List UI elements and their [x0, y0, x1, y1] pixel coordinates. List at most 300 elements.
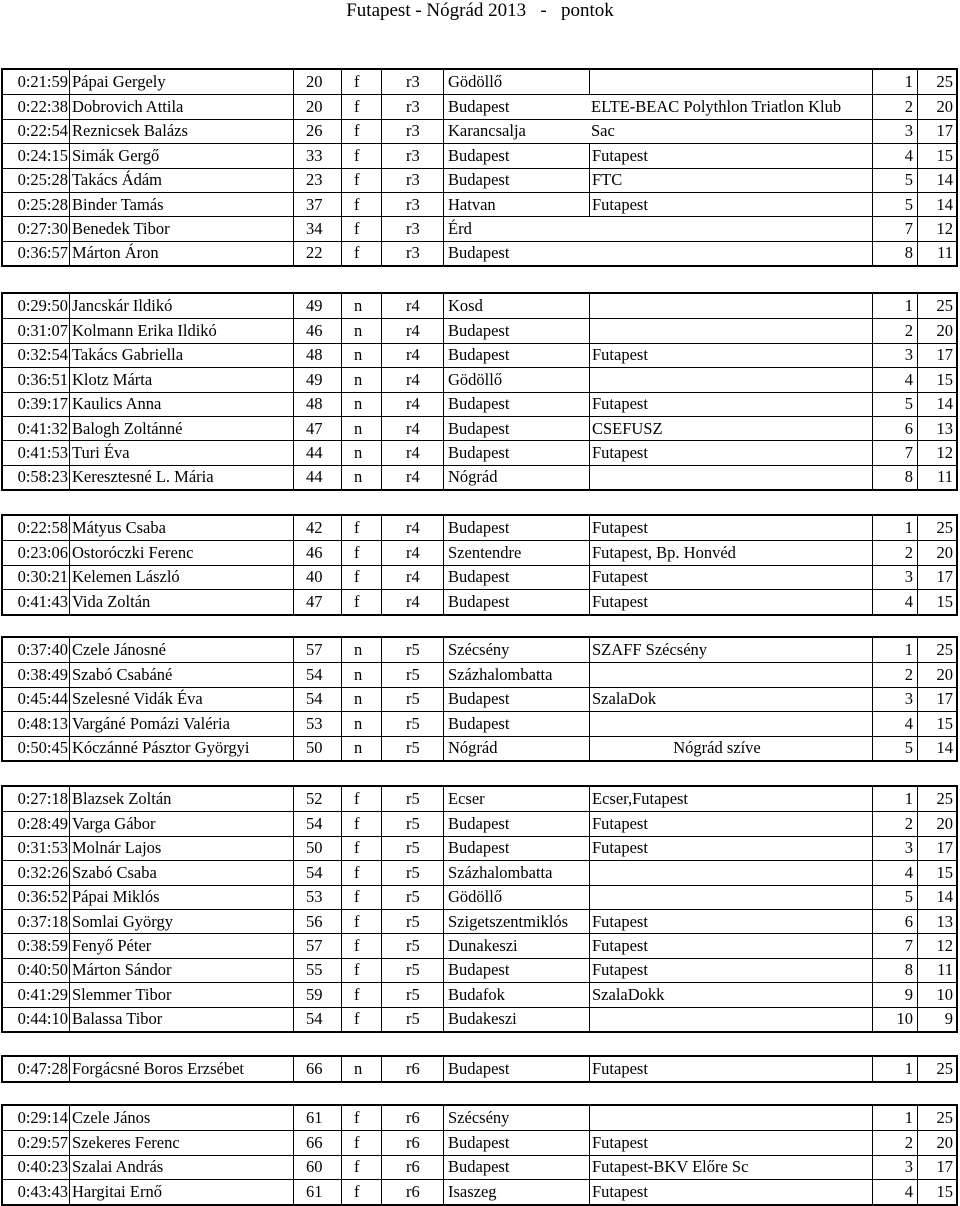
table-row — [3, 143, 956, 167]
city-cell: Budapest — [443, 169, 589, 192]
city-cell: Hatvan — [443, 193, 589, 216]
points-cell: 13 — [917, 417, 959, 440]
runner-name-cell: Szelesné Vidák Éva — [69, 688, 293, 711]
age-cell: 44 — [293, 466, 341, 489]
result-group — [1, 1104, 958, 1206]
table-row — [3, 836, 956, 860]
category-cell: r4 — [381, 393, 443, 416]
category-cell: r4 — [381, 319, 443, 342]
runner-name-cell: Márton Áron — [69, 242, 293, 265]
club-cell: Nógrád szíve — [589, 737, 872, 760]
club-cell: Sac — [591, 121, 615, 141]
result-group — [1, 514, 958, 616]
finish-time-cell: 0:24:15 — [17, 145, 68, 165]
table-row — [3, 1007, 956, 1031]
club-cell — [589, 217, 872, 240]
sex-cell: n — [341, 368, 381, 391]
age-cell: 46 — [293, 319, 341, 342]
sex-cell: f — [341, 1008, 381, 1031]
club-cell: Futapest — [589, 566, 872, 589]
points-cell: 11 — [917, 466, 959, 489]
city-cell: Budapest — [443, 959, 589, 982]
place-cell: 1 — [872, 516, 917, 540]
result-group — [1, 785, 958, 1033]
sex-cell: f — [341, 886, 381, 909]
table-row — [3, 589, 956, 613]
age-cell: 42 — [293, 516, 341, 540]
sex-cell: f — [341, 934, 381, 957]
category-cell: r3 — [381, 120, 443, 143]
finish-time-cell: 0:36:57 — [17, 243, 68, 263]
place-cell: 6 — [872, 910, 917, 933]
runner-name-cell: Turi Éva — [69, 441, 293, 464]
points-cell: 12 — [917, 441, 959, 464]
finish-time-cell: 0:27:30 — [17, 219, 68, 239]
club-cell: Ecser,Futapest — [589, 787, 872, 811]
sex-cell: f — [341, 70, 381, 94]
sex-cell: n — [341, 638, 381, 662]
age-cell: 23 — [293, 169, 341, 192]
city-cell: Szentendre — [443, 541, 589, 564]
category-cell: r5 — [381, 737, 443, 760]
finish-time-cell: 0:38:49 — [17, 665, 68, 685]
sex-cell: n — [341, 737, 381, 760]
sex-cell: n — [341, 344, 381, 367]
finish-time-cell: 0:36:52 — [17, 887, 68, 907]
age-cell: 54 — [293, 688, 341, 711]
table-row — [3, 343, 956, 367]
finish-time-cell: 0:29:57 — [17, 1133, 68, 1153]
finish-time-cell: 0:37:40 — [17, 640, 68, 660]
city-cell: Érd — [443, 217, 589, 240]
category-cell: r3 — [381, 70, 443, 94]
city-cell: Budapest — [443, 1131, 589, 1154]
place-cell: 1 — [872, 1057, 917, 1081]
points-cell: 14 — [917, 193, 959, 216]
points-cell: 25 — [917, 1106, 959, 1130]
place-cell: 8 — [872, 242, 917, 265]
points-cell: 17 — [917, 566, 959, 589]
place-cell: 10 — [872, 1008, 917, 1031]
sex-cell: f — [341, 1106, 381, 1130]
place-cell: 4 — [872, 861, 917, 884]
points-cell: 14 — [917, 737, 959, 760]
club-cell — [589, 466, 872, 489]
sex-cell: f — [341, 1131, 381, 1154]
runner-name-cell: Slemmer Tibor — [69, 983, 293, 1006]
finish-time-cell: 0:29:14 — [17, 1108, 68, 1128]
place-cell: 5 — [872, 737, 917, 760]
finish-time-cell: 0:28:49 — [17, 814, 68, 834]
table-row — [3, 1057, 956, 1081]
city-cell: Budapest — [443, 344, 589, 367]
sex-cell: n — [341, 466, 381, 489]
points-cell: 11 — [917, 959, 959, 982]
table-row — [3, 465, 956, 489]
city-cell: Budapest — [443, 242, 589, 265]
table-row — [3, 711, 956, 735]
sex-cell: n — [341, 712, 381, 735]
finish-time-cell: 0:31:07 — [17, 321, 68, 341]
club-cell: Futapest — [589, 812, 872, 835]
category-cell: r5 — [381, 663, 443, 686]
points-cell: 17 — [917, 1156, 959, 1179]
sex-cell: f — [341, 193, 381, 216]
place-cell: 3 — [872, 120, 917, 143]
age-cell: 49 — [293, 294, 341, 318]
category-cell: r5 — [381, 787, 443, 811]
table-row — [3, 540, 956, 564]
city-cell: Budafok — [443, 983, 589, 1006]
category-cell: r6 — [381, 1156, 443, 1179]
table-row — [3, 565, 956, 589]
city-cell: Budapest — [443, 393, 589, 416]
finish-time-cell: 0:30:21 — [17, 567, 68, 587]
table-row — [3, 70, 956, 94]
city-cell: Budapest — [443, 1057, 589, 1081]
points-cell: 9 — [917, 1008, 959, 1031]
points-cell: 25 — [917, 294, 959, 318]
runner-name-cell: Balassa Tibor — [69, 1008, 293, 1031]
age-cell: 66 — [293, 1057, 341, 1081]
sex-cell: n — [341, 688, 381, 711]
city-cell: Szigetszentmiklós — [443, 910, 589, 933]
place-cell: 2 — [872, 319, 917, 342]
finish-time-cell: 0:31:53 — [17, 838, 68, 858]
sex-cell: n — [341, 441, 381, 464]
place-cell: 3 — [872, 837, 917, 860]
points-cell: 17 — [917, 837, 959, 860]
category-cell: r6 — [381, 1180, 443, 1203]
finish-time-cell: 0:43:43 — [17, 1181, 68, 1201]
result-group — [1, 292, 958, 491]
category-cell: r5 — [381, 983, 443, 1006]
table-row — [3, 687, 956, 711]
age-cell: 54 — [293, 861, 341, 884]
age-cell: 34 — [293, 217, 341, 240]
category-cell: r3 — [381, 169, 443, 192]
finish-time-cell: 0:40:50 — [17, 960, 68, 980]
place-cell: 2 — [872, 1131, 917, 1154]
city-cell: Karancsalja — [443, 120, 589, 143]
table-row — [3, 168, 956, 192]
club-cell: FTC — [589, 169, 872, 192]
finish-time-cell: 0:47:28 — [17, 1059, 68, 1079]
points-cell: 14 — [917, 169, 959, 192]
table-row — [3, 662, 956, 686]
finish-time-cell: 0:36:51 — [17, 369, 68, 389]
place-cell: 5 — [872, 193, 917, 216]
place-cell: 3 — [872, 344, 917, 367]
finish-time-cell: 0:50:45 — [17, 738, 68, 758]
sex-cell: f — [341, 95, 381, 118]
place-cell: 2 — [872, 663, 917, 686]
place-cell: 4 — [872, 712, 917, 735]
place-cell: 5 — [872, 393, 917, 416]
table-row — [3, 958, 956, 982]
table-row — [3, 811, 956, 835]
age-cell: 57 — [293, 638, 341, 662]
sex-cell: f — [341, 787, 381, 811]
points-cell: 20 — [917, 319, 959, 342]
club-cell: Futapest — [589, 1131, 872, 1154]
table-row — [3, 909, 956, 933]
category-cell: r4 — [381, 466, 443, 489]
runner-name-cell: Balogh Zoltánné — [69, 417, 293, 440]
club-cell: SzalaDok — [589, 688, 872, 711]
place-cell: 1 — [872, 70, 917, 94]
runner-name-cell: Vida Zoltán — [69, 590, 293, 613]
table-row — [3, 416, 956, 440]
runner-name-cell: Binder Tamás — [69, 193, 293, 216]
table-row — [3, 933, 956, 957]
category-cell: r5 — [381, 688, 443, 711]
category-cell: r5 — [381, 959, 443, 982]
sex-cell: n — [341, 294, 381, 318]
finish-time-cell: 0:37:18 — [17, 911, 68, 931]
city-cell: Budapest — [443, 590, 589, 613]
points-cell: 14 — [917, 393, 959, 416]
points-cell: 10 — [917, 983, 959, 1006]
sex-cell: f — [341, 120, 381, 143]
sex-cell: n — [341, 319, 381, 342]
runner-name-cell: Varga Gábor — [69, 812, 293, 835]
city-cell: Százhalombatta — [443, 663, 589, 686]
age-cell: 54 — [293, 812, 341, 835]
points-cell: 20 — [917, 1131, 959, 1154]
finish-time-cell: 0:32:54 — [17, 345, 68, 365]
age-cell: 54 — [293, 1008, 341, 1031]
age-cell: 46 — [293, 541, 341, 564]
age-cell: 57 — [293, 934, 341, 957]
points-cell: 25 — [917, 638, 959, 662]
table-row — [3, 736, 956, 760]
sex-cell: n — [341, 417, 381, 440]
place-cell: 2 — [872, 95, 917, 118]
runner-name-cell: Szalai András — [69, 1156, 293, 1179]
place-cell: 3 — [872, 1156, 917, 1179]
points-cell: 14 — [917, 886, 959, 909]
place-cell: 7 — [872, 217, 917, 240]
place-cell: 9 — [872, 983, 917, 1006]
city-cell: Budapest — [443, 812, 589, 835]
runner-name-cell: Czele Jánosné — [69, 638, 293, 662]
age-cell: 49 — [293, 368, 341, 391]
runner-name-cell: Blazsek Zoltán — [69, 787, 293, 811]
points-cell: 25 — [917, 1057, 959, 1081]
club-cell — [589, 294, 872, 318]
age-cell: 52 — [293, 787, 341, 811]
table-row — [3, 367, 956, 391]
table-row — [3, 192, 956, 216]
age-cell: 60 — [293, 1156, 341, 1179]
finish-time-cell: 0:25:28 — [17, 194, 68, 214]
club-cell: Futapest, Bp. Honvéd — [589, 541, 872, 564]
club-cell — [589, 1106, 872, 1130]
club-cell: Futapest — [589, 144, 872, 167]
runner-name-cell: Keresztesné L. Mária — [69, 466, 293, 489]
finish-time-cell: 0:41:32 — [17, 418, 68, 438]
age-cell: 56 — [293, 910, 341, 933]
city-cell: Budapest — [443, 144, 589, 167]
club-cell — [589, 368, 872, 391]
runner-name-cell: Jancskár Ildikó — [69, 294, 293, 318]
age-cell: 54 — [293, 663, 341, 686]
finish-time-cell: 0:48:13 — [17, 713, 68, 733]
table-row — [3, 1155, 956, 1179]
points-cell: 15 — [917, 368, 959, 391]
city-cell: Budapest — [443, 712, 589, 735]
age-cell: 47 — [293, 590, 341, 613]
club-cell: Futapest — [589, 934, 872, 957]
finish-time-cell: 0:44:10 — [17, 1009, 68, 1029]
category-cell: r6 — [381, 1106, 443, 1130]
runner-name-cell: Reznicsek Balázs — [69, 120, 293, 143]
club-cell: Futapest — [589, 344, 872, 367]
runner-name-cell: Szabó Csabáné — [69, 663, 293, 686]
age-cell: 47 — [293, 417, 341, 440]
age-cell: 53 — [293, 712, 341, 735]
place-cell: 4 — [872, 144, 917, 167]
club-cell — [589, 886, 872, 909]
sex-cell: f — [341, 541, 381, 564]
runner-name-cell: Vargáné Pomázi Valéria — [69, 712, 293, 735]
age-cell: 22 — [293, 242, 341, 265]
table-row — [3, 1179, 956, 1203]
club-cell: SzalaDokk — [589, 983, 872, 1006]
points-cell: 13 — [917, 910, 959, 933]
result-group — [1, 636, 958, 762]
place-cell: 4 — [872, 590, 917, 613]
age-cell: 20 — [293, 95, 341, 118]
age-cell: 55 — [293, 959, 341, 982]
category-cell: r4 — [381, 344, 443, 367]
club-cell: Futapest — [589, 1057, 872, 1081]
city-cell: Budapest — [443, 688, 589, 711]
table-row — [3, 1106, 956, 1130]
sex-cell: f — [341, 169, 381, 192]
age-cell: 48 — [293, 344, 341, 367]
club-cell — [589, 861, 872, 884]
table-row — [3, 440, 956, 464]
runner-name-cell: Somlai György — [69, 910, 293, 933]
category-cell: r5 — [381, 934, 443, 957]
finish-time-cell: 0:22:54 — [17, 121, 68, 141]
age-cell: 48 — [293, 393, 341, 416]
category-cell: r3 — [381, 95, 443, 118]
points-cell: 20 — [917, 812, 959, 835]
runner-name-cell: Hargitai Ernő — [69, 1180, 293, 1203]
category-cell: r3 — [381, 217, 443, 240]
place-cell: 2 — [872, 812, 917, 835]
points-cell: 12 — [917, 217, 959, 240]
club-cell — [589, 319, 872, 342]
place-cell: 3 — [872, 566, 917, 589]
points-cell: 17 — [917, 344, 959, 367]
city-cell: Nógrád — [443, 737, 589, 760]
finish-time-cell: 0:41:53 — [17, 443, 68, 463]
club-cell — [589, 712, 872, 735]
category-cell: r5 — [381, 861, 443, 884]
city-cell: Nógrád — [443, 466, 589, 489]
category-cell: r3 — [381, 144, 443, 167]
category-cell: r4 — [381, 516, 443, 540]
age-cell: 50 — [293, 737, 341, 760]
city-cell: Gödöllő — [443, 70, 589, 94]
runner-name-cell: Márton Sándor — [69, 959, 293, 982]
club-cell: Futapest — [589, 393, 872, 416]
finish-time-cell: 0:29:50 — [17, 296, 68, 316]
runner-name-cell: Kóczánné Pásztor Györgyi — [69, 737, 293, 760]
place-cell: 7 — [872, 441, 917, 464]
club-cell: SZAFF Szécsény — [589, 638, 872, 662]
table-row — [3, 94, 956, 118]
sex-cell: f — [341, 566, 381, 589]
city-cell: Ecser — [443, 787, 589, 811]
city-cell: Budapest — [443, 1156, 589, 1179]
club-cell: Futapest — [589, 959, 872, 982]
sex-cell: f — [341, 1156, 381, 1179]
finish-time-cell: 0:25:28 — [17, 170, 68, 190]
table-row — [3, 516, 956, 540]
category-cell: r4 — [381, 590, 443, 613]
category-cell: r4 — [381, 566, 443, 589]
city-cell: Gödöllő — [443, 368, 589, 391]
age-cell: 50 — [293, 837, 341, 860]
sex-cell: f — [341, 910, 381, 933]
runner-name-cell: Klotz Márta — [69, 368, 293, 391]
category-cell: r4 — [381, 417, 443, 440]
city-cell: Budapest — [443, 566, 589, 589]
table-row — [3, 860, 956, 884]
sex-cell: n — [341, 663, 381, 686]
finish-time-cell: 0:22:38 — [17, 97, 68, 117]
age-cell: 37 — [293, 193, 341, 216]
sex-cell: n — [341, 393, 381, 416]
age-cell: 53 — [293, 886, 341, 909]
club-cell: Futapest — [589, 516, 872, 540]
category-cell: r5 — [381, 1008, 443, 1031]
place-cell: 6 — [872, 417, 917, 440]
club-cell: Futapest — [589, 193, 872, 216]
runner-name-cell: Dobrovich Attila — [69, 95, 293, 118]
place-cell: 1 — [872, 294, 917, 318]
city-cell: Budapest — [443, 441, 589, 464]
club-cell: CSEFUSZ — [589, 417, 872, 440]
place-cell: 1 — [872, 1106, 917, 1130]
sex-cell: f — [341, 983, 381, 1006]
city-cell: Gödöllő — [443, 886, 589, 909]
runner-name-cell: Pápai Miklós — [69, 886, 293, 909]
category-cell: r6 — [381, 1057, 443, 1081]
sex-cell: f — [341, 242, 381, 265]
city-cell: Budapest — [443, 516, 589, 540]
points-cell: 12 — [917, 934, 959, 957]
city-cell: Szécsény — [443, 638, 589, 662]
club-cell: Futapest-BKV Előre Sc — [589, 1156, 872, 1179]
runner-name-cell: Fenyő Péter — [69, 934, 293, 957]
finish-time-cell: 0:23:06 — [17, 543, 68, 563]
table-row — [3, 392, 956, 416]
runner-name-cell: Kelemen László — [69, 566, 293, 589]
category-cell: r4 — [381, 368, 443, 391]
table-row — [3, 294, 956, 318]
place-cell: 5 — [872, 169, 917, 192]
table-row — [3, 638, 956, 662]
points-cell: 17 — [917, 688, 959, 711]
city-cell: Budapest — [443, 95, 589, 118]
place-cell: 1 — [872, 787, 917, 811]
